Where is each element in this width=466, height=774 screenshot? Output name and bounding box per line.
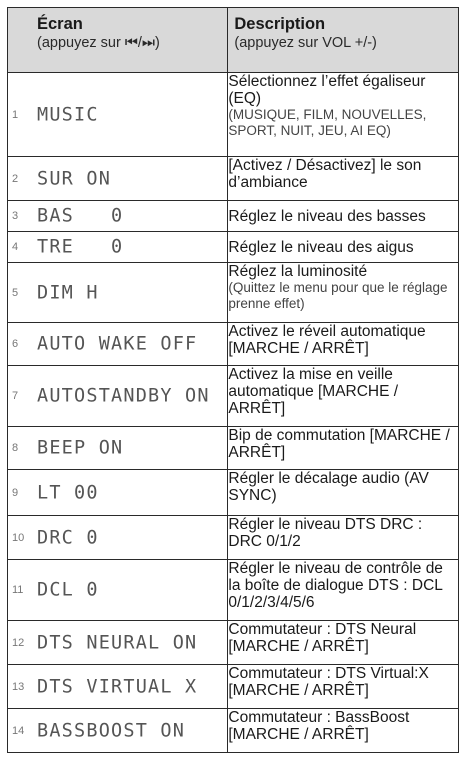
table-header-row (8, 8, 459, 73)
table-row (8, 621, 459, 665)
screen-cell (8, 323, 228, 366)
row-number: 13 (12, 680, 25, 693)
row-number: 4 (12, 241, 19, 253)
lcd-display-text: DRC 0 (37, 527, 99, 548)
table-row (8, 709, 459, 753)
screen-cell (8, 621, 228, 665)
lcd-display-text: DIM H (37, 282, 99, 303)
description-cell (228, 665, 459, 709)
screen-cell (8, 366, 228, 427)
description-cell (228, 366, 459, 427)
description-text: Réglez le niveau des basses (228, 207, 426, 225)
screen-cell (8, 232, 228, 263)
table-row (8, 516, 459, 560)
lcd-display-text: AUTOSTANDBY ON (37, 385, 210, 407)
screen-column-header (8, 8, 228, 73)
description-text: Commutateur : DTS Neural [MARCHE / ARRÊT] (228, 621, 417, 655)
lcd-display-text: DTS VIRTUAL X (37, 676, 198, 697)
row-number: 2 (12, 172, 19, 185)
table-row (8, 470, 459, 516)
description-text: Réglez le niveau des aigus (228, 238, 414, 256)
description-text: Sélectionnez l’effet égaliseur (EQ) (228, 73, 426, 107)
screen-cell (8, 665, 228, 709)
description-text: Régler le niveau de contrôle de la boîte de dialogue DTS : DCL 0/1/2/3/4/5/6 (228, 560, 443, 611)
row-number: 11 (12, 584, 24, 596)
screen-cell (8, 427, 228, 470)
description-note: (MUSIQUE, FILM, NOUVELLES, SPORT, NUIT, JEU, AI EQ) (228, 107, 427, 138)
description-cell (228, 560, 459, 621)
description-cell (228, 516, 459, 560)
description-note: (Quittez le menu pour que le réglage prenne effet) (228, 280, 448, 311)
table-row (8, 366, 459, 427)
row-number: 9 (12, 486, 19, 499)
row-number: 12 (12, 636, 25, 649)
description-text: Commutateur : BassBoost [MARCHE / ARRÊT] (228, 709, 410, 743)
lcd-display-text: BEEP ON (37, 437, 124, 459)
description-cell (228, 232, 459, 263)
table-row (8, 665, 459, 709)
description-cell (228, 621, 459, 665)
description-cell (228, 709, 459, 753)
table-row (8, 157, 459, 201)
lcd-display-text: LT 00 (37, 482, 99, 503)
description-cell (228, 73, 459, 157)
screen-cell (8, 201, 228, 232)
lcd-display-text: SUR ON (37, 168, 112, 189)
table-row (8, 263, 459, 323)
row-number: 7 (12, 390, 19, 402)
table-row (8, 323, 459, 366)
description-column-header (228, 8, 459, 73)
row-number: 14 (12, 724, 25, 737)
row-number: 3 (12, 210, 19, 222)
screen-cell (8, 73, 228, 157)
row-number: 8 (12, 442, 19, 454)
settings-table (7, 7, 459, 753)
table-row (8, 560, 459, 621)
table-row (8, 73, 459, 157)
screen-cell (8, 470, 228, 516)
table-row (8, 201, 459, 232)
description-cell (228, 323, 459, 366)
description-cell (228, 263, 459, 323)
table-row (8, 427, 459, 470)
description-text: Réglez la luminosité (228, 263, 368, 280)
screen-cell (8, 709, 228, 753)
description-text: Régler le décalage audio (AV SYNC) (228, 470, 429, 504)
description-cell (228, 427, 459, 470)
screen-column-subtitle: (appuyez sur ⏮/⏭) (37, 35, 160, 51)
lcd-display-text: BAS 0 (37, 205, 124, 227)
description-column-title: Description (234, 15, 326, 33)
screen-cell (8, 263, 228, 323)
description-cell (228, 201, 459, 232)
description-text: Régler le niveau DTS DRC : DRC 0/1/2 (228, 516, 423, 550)
screen-cell (8, 157, 228, 201)
row-number: 5 (12, 286, 19, 299)
row-number: 1 (12, 108, 19, 121)
row-number: 10 (12, 531, 25, 544)
lcd-display-text: MUSIC (37, 104, 99, 125)
description-text: Bip de commutation [MARCHE / ARRÊT] (228, 427, 450, 461)
lcd-display-text: BASSBOOST ON (37, 720, 186, 741)
description-cell (228, 470, 459, 516)
screen-column-title: Écran (37, 15, 83, 33)
table-row (8, 232, 459, 263)
screen-cell (8, 516, 228, 560)
lcd-display-text: DTS NEURAL ON (37, 632, 198, 653)
description-text: Activez la mise en veille automatique [MARCHE / ARRÊT] (228, 366, 399, 417)
description-text: Activez le réveil automatique [MARCHE / ARRÊT] (228, 323, 426, 357)
screen-cell (8, 560, 228, 621)
description-text: [Activez / Désactivez] le son d’ambiance (228, 157, 422, 191)
row-number: 6 (12, 338, 19, 350)
description-text: Commutateur : DTS Virtual:X [MARCHE / ARRÊT] (228, 665, 429, 699)
lcd-display-text: AUTO WAKE OFF (37, 333, 198, 355)
description-column-subtitle: (appuyez sur VOL +/-) (234, 35, 377, 51)
lcd-display-text: TRE 0 (37, 236, 124, 258)
lcd-display-text: DCL 0 (37, 579, 99, 601)
description-cell (228, 157, 459, 201)
